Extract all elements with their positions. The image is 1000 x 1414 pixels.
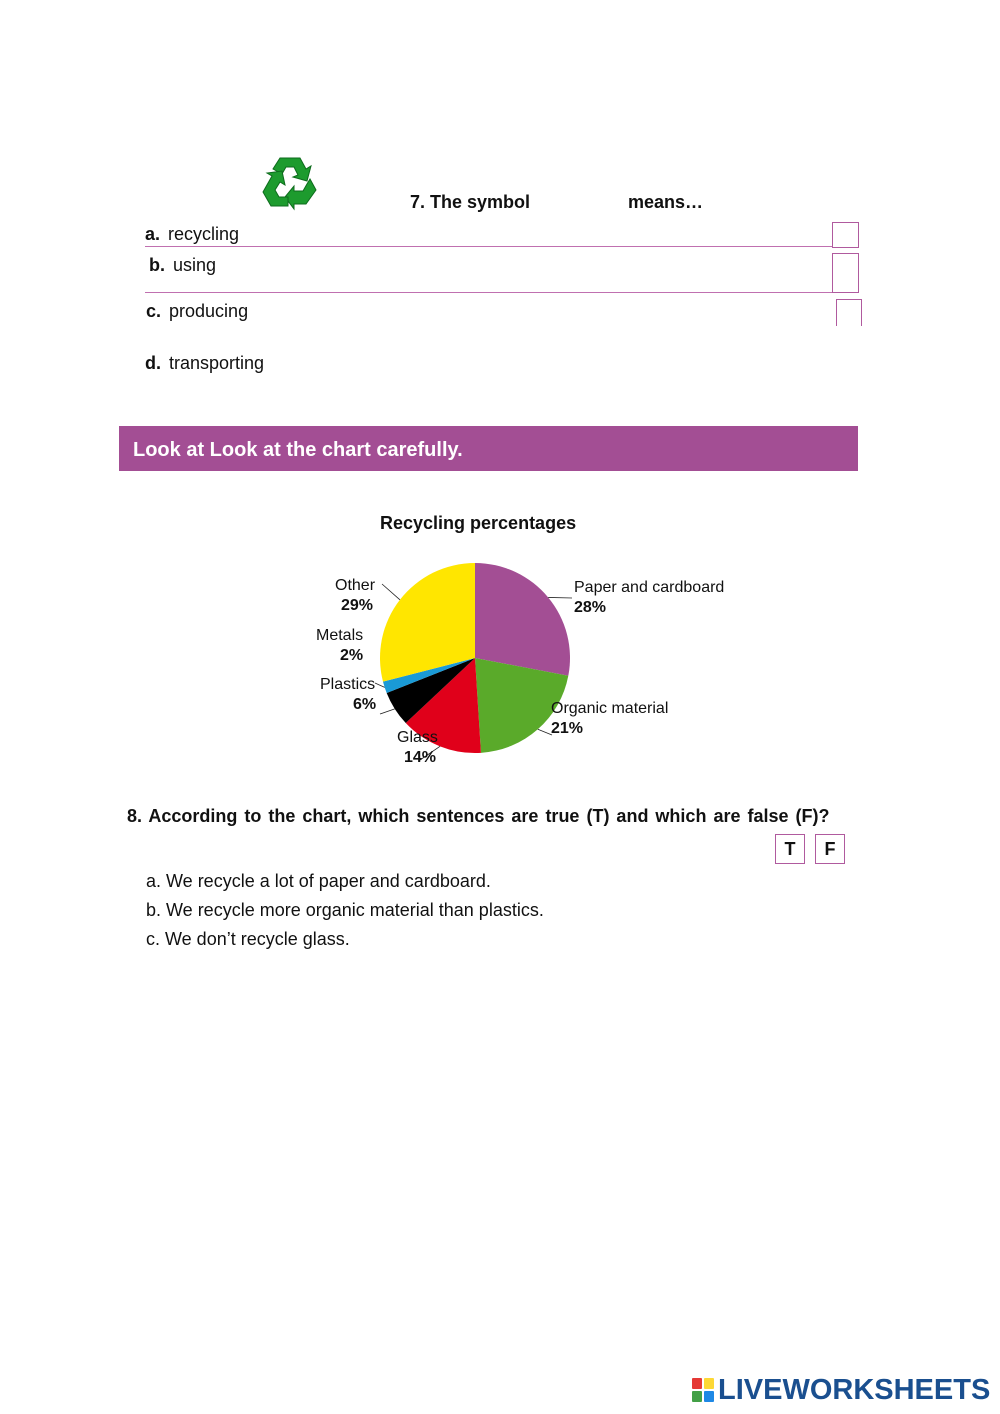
logo-icon xyxy=(692,1378,714,1402)
leader-line xyxy=(380,709,395,714)
leader-line xyxy=(538,729,552,735)
label-plastics xyxy=(320,675,376,715)
label-other xyxy=(335,576,375,616)
question-8-prompt: 8. According to the chart, which sentences are true (T) and which are false (F)? xyxy=(127,806,830,826)
label-metals xyxy=(316,626,363,666)
instruction-banner-text: Look at Look at the chart carefully. xyxy=(133,439,463,461)
option-c-text: producing xyxy=(169,301,249,321)
logo-text: LIVEWORKSHEETS xyxy=(718,1374,991,1406)
label-organic-pct: 21% xyxy=(551,720,584,737)
chart-title: Recycling percentages xyxy=(380,513,577,533)
statement-b: b. We recycle more organic material than plastics. xyxy=(146,900,544,920)
label-metals-pct: 2% xyxy=(340,647,364,664)
label-plastics-pct: 6% xyxy=(353,696,377,713)
label-glass-name: Glass xyxy=(397,729,438,746)
label-glass-pct xyxy=(404,748,436,768)
statement-a: a. We recycle a lot of paper and cardboard. xyxy=(146,871,491,891)
label-organic xyxy=(551,699,668,739)
label-plastics-name: Plastics xyxy=(320,676,376,693)
label-other-name: Other xyxy=(335,577,376,594)
false-column-header: F xyxy=(815,834,845,864)
leader-line xyxy=(548,597,572,598)
option-b-text: using xyxy=(173,255,217,275)
label-paper xyxy=(574,578,724,618)
label-glass-pct-value: 14% xyxy=(404,749,437,766)
label-organic-name: Organic material xyxy=(551,700,669,717)
option-a-letter: a. xyxy=(145,224,161,244)
option-d-text: transporting xyxy=(169,353,265,373)
label-paper-pct: 28% xyxy=(574,599,607,616)
label-paper-name: Paper and cardboard xyxy=(574,579,725,596)
label-metals-name: Metals xyxy=(316,627,364,644)
label-other-pct: 29% xyxy=(341,597,374,614)
leader-line xyxy=(382,584,400,600)
question-7-title-suffix: means… xyxy=(628,192,704,212)
option-d-letter: d. xyxy=(145,353,161,373)
leader-line xyxy=(375,683,385,687)
pie-slice-paper-and-cardboard xyxy=(475,563,570,676)
label-glass xyxy=(397,728,438,748)
option-c-letter: c. xyxy=(146,301,162,321)
option-b-letter: b. xyxy=(149,255,165,275)
statement-c: c. We don’t recycle glass. xyxy=(146,929,350,949)
question-7-title-prefix: 7. The symbol xyxy=(410,192,531,212)
option-a-text: recycling xyxy=(168,224,240,244)
true-column-header: T xyxy=(775,834,805,864)
